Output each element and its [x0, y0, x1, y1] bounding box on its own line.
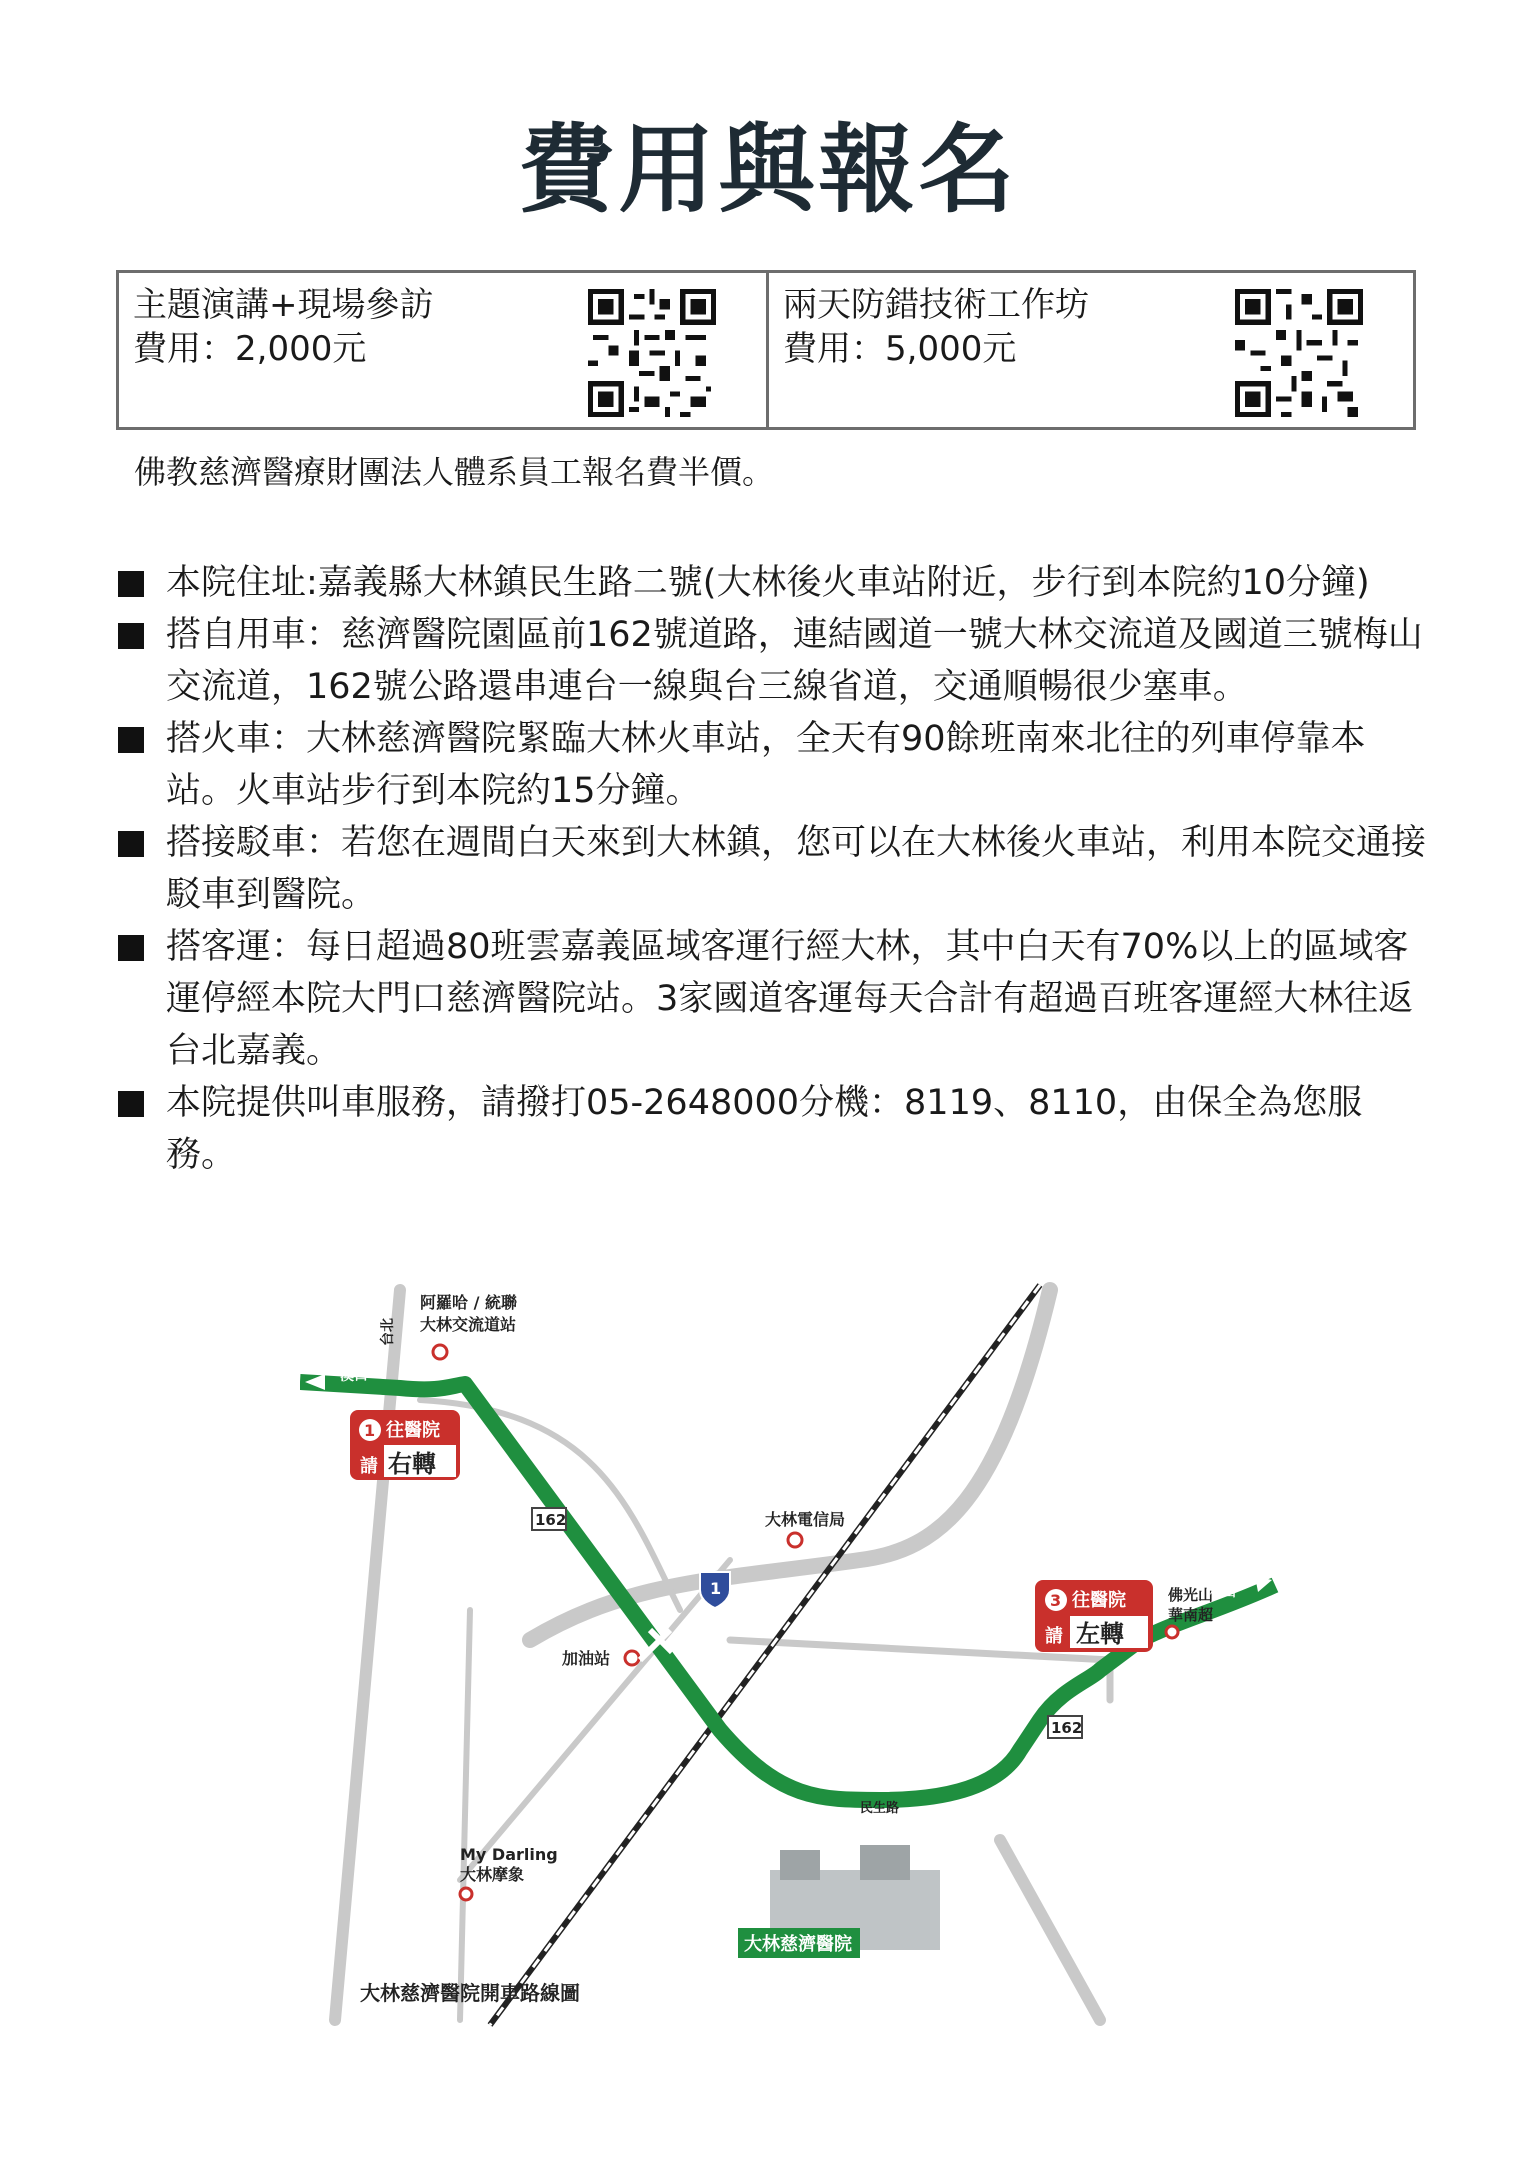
turn-left-sign: [1035, 1580, 1153, 1652]
fee-price: 費用：5,000元: [783, 329, 1017, 369]
svg-text:請: 請: [1045, 1626, 1063, 1647]
map-caption: 大林慈濟醫院開車路線圖: [360, 1981, 580, 2005]
turn-right-sign: [350, 1410, 460, 1480]
list-item: 搭接駁車：若您在週間白天來到大林鎮，您可以在大林後火車站，利用本院交通接駁車到醫院。: [116, 817, 1426, 921]
map-svg: [300, 1280, 1280, 2030]
square-bullet-icon: [118, 623, 144, 649]
fee-table: [116, 270, 1416, 430]
buddha-marker: [1166, 1626, 1178, 1638]
buddha-label-1: 佛光山: [1168, 1586, 1214, 1604]
west-road-label: 溪口: [340, 1368, 368, 1384]
meishan-label: 梅山: [1210, 1585, 1237, 1600]
road-network: [335, 1290, 1110, 2020]
mydarling-marker: [460, 1888, 472, 1900]
fee-name: 主題演講+現場參訪: [133, 285, 434, 325]
svg-text:162: 162: [1051, 1719, 1083, 1737]
gas-station-label: 加油站: [562, 1649, 611, 1668]
fee-cell-workshop: [766, 273, 1413, 427]
svg-text:右轉: 右轉: [388, 1450, 436, 1478]
svg-text:1: 1: [710, 1579, 722, 1598]
staff-discount-note: 佛教慈濟醫療財團法人體系員工報名費半價。: [134, 453, 775, 491]
road-west-vertical: [335, 1290, 400, 2020]
interchange-label-2: 大林交流道站: [420, 1315, 517, 1334]
gas-station-marker: [625, 1651, 639, 1665]
square-bullet-icon: [118, 935, 144, 961]
list-item: 本院住址:嘉義縣大林鎮民生路二號(大林後火車站附近，步行到本院約10分鐘): [116, 557, 1426, 609]
interchange-marker: [433, 1345, 447, 1359]
svg-text:往醫院: 往醫院: [386, 1420, 440, 1441]
list-item: 搭自用車：慈濟醫院園區前162號道路，連結國道一號大林交流道及國道三號梅山交流道，162號公路還串連台一線與台三線省道，交通順暢很少塞車。: [116, 609, 1426, 713]
square-bullet-icon: [118, 831, 144, 857]
svg-text:請: 請: [360, 1456, 378, 1477]
svg-text:往醫院: 往醫院: [1072, 1590, 1126, 1611]
qr-code-icon[interactable]: [588, 289, 716, 417]
road-zhongxiao: [460, 1610, 470, 2020]
mydarling-label-1: My Darling: [460, 1845, 558, 1864]
page-title: 費用與報名: [518, 114, 1019, 226]
svg-text:162: 162: [535, 1511, 567, 1529]
driving-route-map[interactable]: [300, 1280, 1280, 2030]
square-bullet-icon: [118, 1091, 144, 1117]
list-item: 搭客運：每日超過80班雲嘉義區域客運行經大林，其中白天有70%以上的區域客運停經本院大門口慈濟醫院站。3家國道客運每天合計有超過百班客運經大林往返台北嘉義。: [116, 921, 1426, 1077]
fee-name: 兩天防錯技術工作坊: [783, 285, 1089, 325]
svg-text:左轉: 左轉: [1076, 1620, 1124, 1648]
telecom-marker: [788, 1533, 802, 1547]
buddha-label-2: 華南超: [1168, 1606, 1214, 1624]
road-162-shield: [532, 1508, 566, 1530]
list-item: 本院提供叫車服務，請撥打05-2648000分機：8119、8110，由保全為您服務。: [116, 1077, 1426, 1181]
step-number: 1: [364, 1421, 376, 1440]
square-bullet-icon: [118, 727, 144, 753]
road-southeast: [1000, 1840, 1100, 2020]
qr-code-icon[interactable]: [1235, 289, 1363, 417]
north-arrow-label: 台北: [380, 1318, 396, 1346]
mydarling-label-2: 大林摩象: [460, 1865, 525, 1884]
freeway-1-shield: [700, 1572, 730, 1608]
square-bullet-icon: [118, 571, 144, 597]
hospital-label: 大林慈濟醫院: [744, 1934, 852, 1955]
transport-info-list: [116, 557, 1426, 1181]
fee-price: 費用：2,000元: [133, 329, 367, 369]
minsheng-label: 民生路: [860, 1801, 900, 1816]
interchange-label-1: 阿羅哈 / 統聯: [420, 1293, 517, 1312]
step-number: 3: [1050, 1591, 1062, 1610]
telecom-label: 大林電信局: [765, 1510, 846, 1529]
list-item: 搭火車：大林慈濟醫院緊臨大林火車站，全天有90餘班南來北往的列車停靠本站。火車站步行到本院約15分鐘。: [116, 713, 1426, 817]
hospital-building: [738, 1845, 940, 1958]
road-162-shield: [1048, 1716, 1082, 1738]
fee-cell-lecture: [119, 273, 766, 427]
